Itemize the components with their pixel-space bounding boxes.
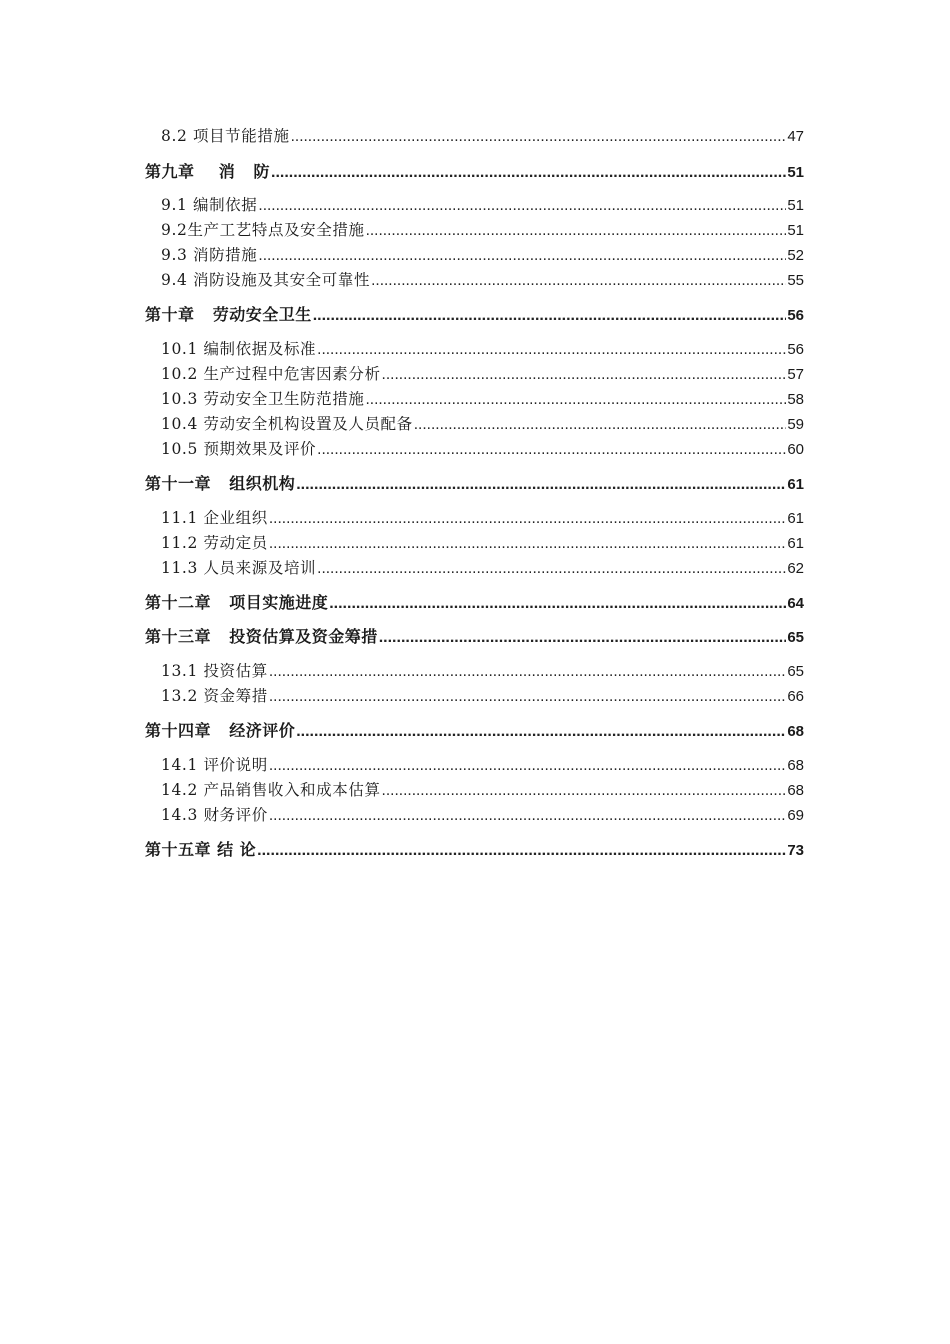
toc-section-entry[interactable] — [161, 437, 804, 459]
toc-page-number: 65 — [787, 629, 804, 646]
toc-entry-label: 11.1 企业组织 — [161, 509, 268, 527]
dot-leader — [257, 842, 786, 860]
dot-leader — [379, 629, 787, 647]
toc-page-number: 51 — [787, 222, 804, 239]
toc-entry-label: 第十一章 组织机构 — [145, 474, 296, 493]
toc-section-entry[interactable] — [161, 218, 804, 240]
toc-section-entry[interactable] — [161, 556, 804, 578]
dot-leader — [382, 782, 787, 800]
toc-entry-label: 第十章 劳动安全卫生 — [145, 305, 312, 324]
toc-entry-label: 8.2 项目节能措施 — [161, 127, 290, 145]
toc-chapter-entry[interactable] — [145, 159, 804, 181]
toc-page-number: 47 — [787, 128, 804, 145]
toc-section-entry[interactable] — [161, 803, 804, 825]
toc-section-entry[interactable] — [161, 362, 804, 384]
dot-leader — [291, 128, 787, 146]
toc-page-number: 56 — [787, 341, 804, 358]
toc-page-number: 73 — [787, 842, 804, 859]
dot-leader — [269, 757, 786, 775]
toc-page-number: 52 — [787, 247, 804, 264]
toc-page-number: 55 — [787, 272, 804, 289]
dot-leader — [365, 391, 786, 409]
dot-leader — [258, 247, 786, 265]
toc-entry-label: 10.2 生产过程中危害因素分析 — [161, 365, 381, 383]
dot-leader — [371, 272, 786, 290]
toc-chapter-entry[interactable] — [145, 718, 804, 740]
toc-entry-label: 10.4 劳动安全机构设置及人员配备 — [161, 415, 413, 433]
toc-entry-label: 9.3 消防措施 — [161, 246, 258, 264]
toc-section-entry[interactable] — [161, 506, 804, 528]
toc-section-entry[interactable] — [161, 753, 804, 775]
toc-chapter-entry[interactable] — [145, 590, 804, 612]
toc-page-number: 56 — [787, 307, 804, 324]
toc-page-number: 69 — [787, 807, 804, 824]
toc-page-number: 60 — [787, 441, 804, 458]
toc-section-entry[interactable] — [161, 412, 804, 434]
toc-section-entry[interactable] — [161, 193, 804, 215]
toc-page-number: 58 — [787, 391, 804, 408]
toc-entry-label: 13.1 投资估算 — [161, 662, 268, 680]
toc-chapter-entry[interactable] — [145, 471, 804, 493]
dot-leader — [366, 222, 787, 240]
dot-leader — [269, 663, 786, 681]
dot-leader — [269, 510, 786, 528]
dot-leader — [317, 341, 786, 359]
toc-entry-label: 13.2 资金筹措 — [161, 687, 268, 705]
toc-page-number: 51 — [787, 197, 804, 214]
toc-entry-label: 9.1 编制依据 — [161, 196, 258, 214]
toc-section-entry[interactable] — [161, 778, 804, 800]
dot-leader — [329, 595, 786, 613]
toc-page-number: 61 — [787, 535, 804, 552]
toc-entry-label: 10.3 劳动安全卫生防范措施 — [161, 390, 365, 408]
toc-section-entry[interactable] — [161, 124, 804, 146]
toc-entry-label: 10.5 预期效果及评价 — [161, 440, 317, 458]
dot-leader — [269, 688, 786, 706]
toc-section-entry[interactable] — [161, 337, 804, 359]
toc-entry-label: 10.1 编制依据及标准 — [161, 340, 317, 358]
dot-leader — [269, 807, 786, 825]
dot-leader — [269, 535, 786, 553]
toc-page-number: 68 — [787, 782, 804, 799]
dot-leader — [414, 416, 787, 434]
toc-page-number: 62 — [787, 560, 804, 577]
toc-section-entry[interactable] — [161, 659, 804, 681]
toc-section-entry[interactable] — [161, 268, 804, 290]
toc-entry-label: 第九章 消 防 — [145, 162, 270, 181]
dot-leader — [382, 366, 787, 384]
toc-entry-label: 第十二章 项目实施进度 — [145, 593, 329, 612]
toc-entry-label: 第十五章 结 论 — [145, 840, 257, 859]
toc-section-entry[interactable] — [161, 531, 804, 553]
dot-leader — [258, 197, 786, 215]
toc-entry-label: 11.3 人员来源及培训 — [161, 559, 317, 577]
toc-page-number: 64 — [787, 595, 804, 612]
dot-leader — [296, 476, 786, 494]
toc-entry-label: 第十三章 投资估算及资金筹措 — [145, 627, 378, 646]
toc-page-number: 68 — [787, 723, 804, 740]
toc-entry-label: 第十四章 经济评价 — [145, 721, 296, 740]
toc-entry-label: 9.2生产工艺特点及安全措施 — [161, 221, 365, 239]
toc-chapter-entry[interactable] — [145, 624, 804, 646]
dot-leader — [271, 164, 786, 182]
toc-chapter-entry[interactable] — [145, 837, 804, 859]
toc-page-number: 65 — [787, 663, 804, 680]
toc-section-entry[interactable] — [161, 684, 804, 706]
toc-entry-label: 14.1 评价说明 — [161, 756, 268, 774]
toc-page-number: 68 — [787, 757, 804, 774]
toc-page-number: 59 — [787, 416, 804, 433]
toc-entry-label: 11.2 劳动定员 — [161, 534, 268, 552]
toc-entry-label: 14.2 产品销售收入和成本估算 — [161, 781, 381, 799]
toc-page-number: 57 — [787, 366, 804, 383]
dot-leader — [296, 723, 786, 741]
toc-entry-label: 9.4 消防设施及其安全可靠性 — [161, 271, 371, 289]
toc-section-entry[interactable] — [161, 387, 804, 409]
dot-leader — [313, 307, 787, 325]
toc-entry-label: 14.3 财务评价 — [161, 806, 268, 824]
toc-page-number: 61 — [787, 510, 804, 527]
toc-section-entry[interactable] — [161, 243, 804, 265]
toc-chapter-entry[interactable] — [145, 302, 804, 324]
dot-leader — [317, 441, 786, 459]
toc-page-number: 51 — [787, 164, 804, 181]
toc-page-number: 66 — [787, 688, 804, 705]
dot-leader — [317, 560, 786, 578]
toc-page-number: 61 — [787, 476, 804, 493]
